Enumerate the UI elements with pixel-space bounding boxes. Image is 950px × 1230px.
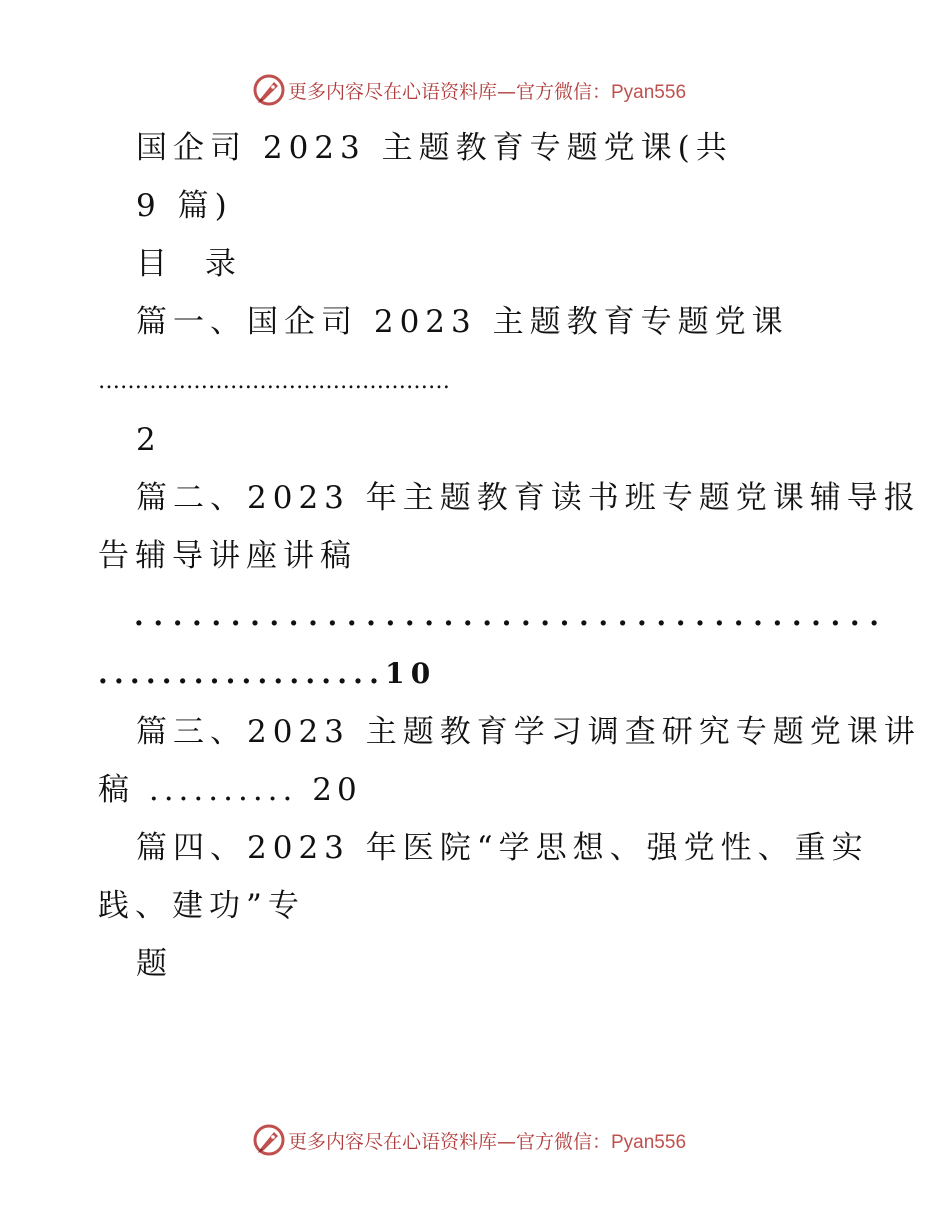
toc-entry-1-leader: ………………………………………… (98, 369, 450, 394)
toc-entry-1-title: 篇一、国企司 2023 主题教育专题党课 (136, 304, 789, 340)
toc-entry-2-title-line1: 篇二、2023 年主题教育读书班专题党课辅导报 (136, 480, 921, 516)
toc-entry-3-title-line1: 篇三、2023 主题教育学习调查研究专题党课讲 (136, 714, 921, 750)
watermark-wechat-id: Pyan556 (611, 1131, 687, 1153)
doc-title-line2: 9 篇) (136, 188, 233, 224)
toc-entry-1-page: 2 (136, 422, 162, 458)
pen-nib-logo-icon (252, 73, 286, 107)
toc-entry-2-leader-line1: ....................................... (134, 599, 889, 632)
doc-title-line1: 国企司 2023 主题教育专题党课(共 (136, 130, 733, 166)
toc-entry-2-title-line2: 告辅导讲座讲稿 (98, 538, 357, 574)
watermark-wechat-id: Pyan556 (611, 81, 687, 103)
toc-entry-4-title-line2: 践、建功”专 (98, 888, 305, 924)
watermark-text: 更多内容尽在心语资料库—官方微信：Pyan556 (287, 80, 687, 103)
toc-heading: 目 录 (136, 246, 250, 282)
toc-entry-4-title-line3: 题 (136, 946, 173, 982)
watermark-text: 更多内容尽在心语资料库—官方微信：Pyan556 (287, 1130, 687, 1153)
watermark-header (0, 70, 950, 110)
toc-entry-4-title-line1: 篇四、2023 年医院“学思想、强党性、重实 (136, 830, 869, 866)
watermark-footer (0, 1120, 950, 1160)
pen-nib-logo-icon (252, 1123, 286, 1157)
toc-entry-2-leader-page: ..................10 (98, 657, 437, 690)
toc-entry-3-title-line2-page: 稿 .......... 20 (98, 772, 362, 808)
